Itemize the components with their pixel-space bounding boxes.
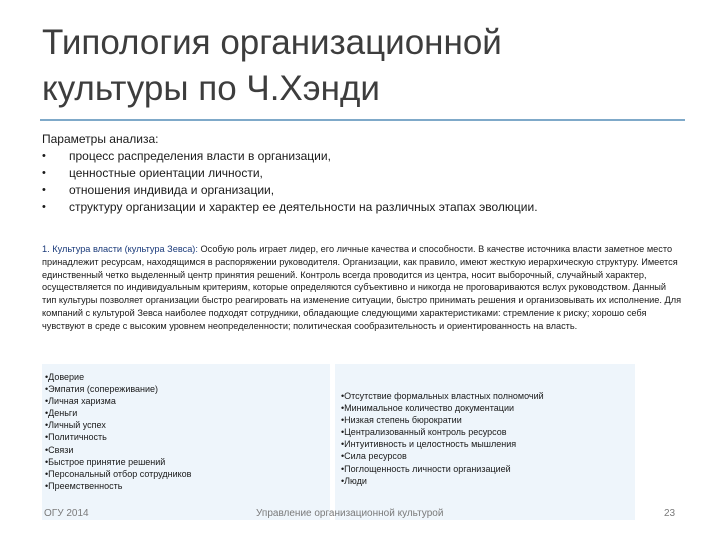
list-item: •Отсутствие формальных властных полномочий <box>341 391 544 401</box>
analysis-parameters <box>42 131 682 215</box>
params-list <box>42 147 682 215</box>
list-item: •Поглощенность личности организацией <box>341 463 511 474</box>
right-characteristics-list <box>341 390 544 487</box>
page-number: 23 <box>664 508 676 519</box>
right-characteristics-box <box>335 364 635 520</box>
footer-organization: ОГУ 2014 <box>44 508 89 519</box>
list-item: •Интуитивность и целостность мышления <box>341 439 517 450</box>
params-item-text: ценностные ориентации личности, <box>69 165 263 180</box>
params-item-text: структуру организации и характер ее деятельности на различных этапах эволюции. <box>69 199 538 214</box>
list-item: •Политичность <box>45 432 107 443</box>
list-item: •Связи <box>45 444 74 455</box>
slide-title <box>42 20 682 112</box>
culture-description <box>42 243 682 333</box>
list-item: •Эмпатия (сопереживание) <box>45 384 159 395</box>
params-item <box>42 164 682 181</box>
list-item: •Минимальное количество документации <box>341 403 515 414</box>
params-item <box>42 198 682 215</box>
params-item-text: процесс распределения власти в организации, <box>69 148 331 163</box>
list-item: •Централизованный контроль ресурсов <box>341 427 507 438</box>
params-item <box>42 181 682 198</box>
list-item: •Доверие <box>45 372 85 382</box>
list-item: •Люди <box>341 475 367 486</box>
list-item: •Быстрое принятие решений <box>45 456 166 467</box>
title-line-2: культуры по Ч.Хэнди <box>42 69 380 108</box>
list-item: •Деньги <box>45 408 78 419</box>
left-characteristics-list <box>45 371 191 492</box>
culture-title: 1. Культура власти (культура Зевса): <box>42 244 198 254</box>
footer-course-title: Управление организационной культурой <box>256 508 444 519</box>
bullet-icon: • <box>42 166 46 179</box>
culture-text: Особую роль играет лидер, его личные качества и способности. В качестве источника власти заметное место принадлежит ресурсам, находящимся в распоряжении руководителя. Организации, как правило, имеют жесткую иерархическую структуру. Имеется единственный четко выделенный центр принятия решений. Контроль всегда проводится из центра, носит выборочный, случайный характер, осуществляется по индивидуальным критериям, которые определяются субъективно и никогда не проговариваются вслух руководством. Данный тип культуры позволяет организации быстро реагировать на изменение ситуации, быстро принимать решения и организовывать их исполнение. Для компаний с культурой Зевса наиболее подходят сотрудники, обладающие следующими характеристиками: стремление к риску; хорошо себя чувствуют в среде с высоким уровнем неопределенности; политическая сообразительность и ориентированность на власть. <box>42 244 682 331</box>
params-item-text: отношения индивида и организации, <box>69 182 275 197</box>
list-item: •Низкая степень бюрократии <box>341 415 462 426</box>
list-item: •Личная харизма <box>45 396 116 407</box>
bullet-icon: • <box>42 200 46 213</box>
list-item: •Персональный отбор сотрудников <box>45 468 192 479</box>
list-item: •Личный успех <box>45 420 106 431</box>
list-item: •Преемственность <box>45 480 123 491</box>
params-heading: Параметры анализа: <box>42 132 159 146</box>
title-line-1: Типология организационной <box>42 23 502 62</box>
list-item: •Сила ресурсов <box>341 451 407 462</box>
bullet-icon: • <box>42 183 46 196</box>
left-characteristics-box <box>42 364 330 520</box>
bullet-icon: • <box>42 149 46 162</box>
title-divider <box>40 119 685 121</box>
params-item <box>42 147 682 164</box>
